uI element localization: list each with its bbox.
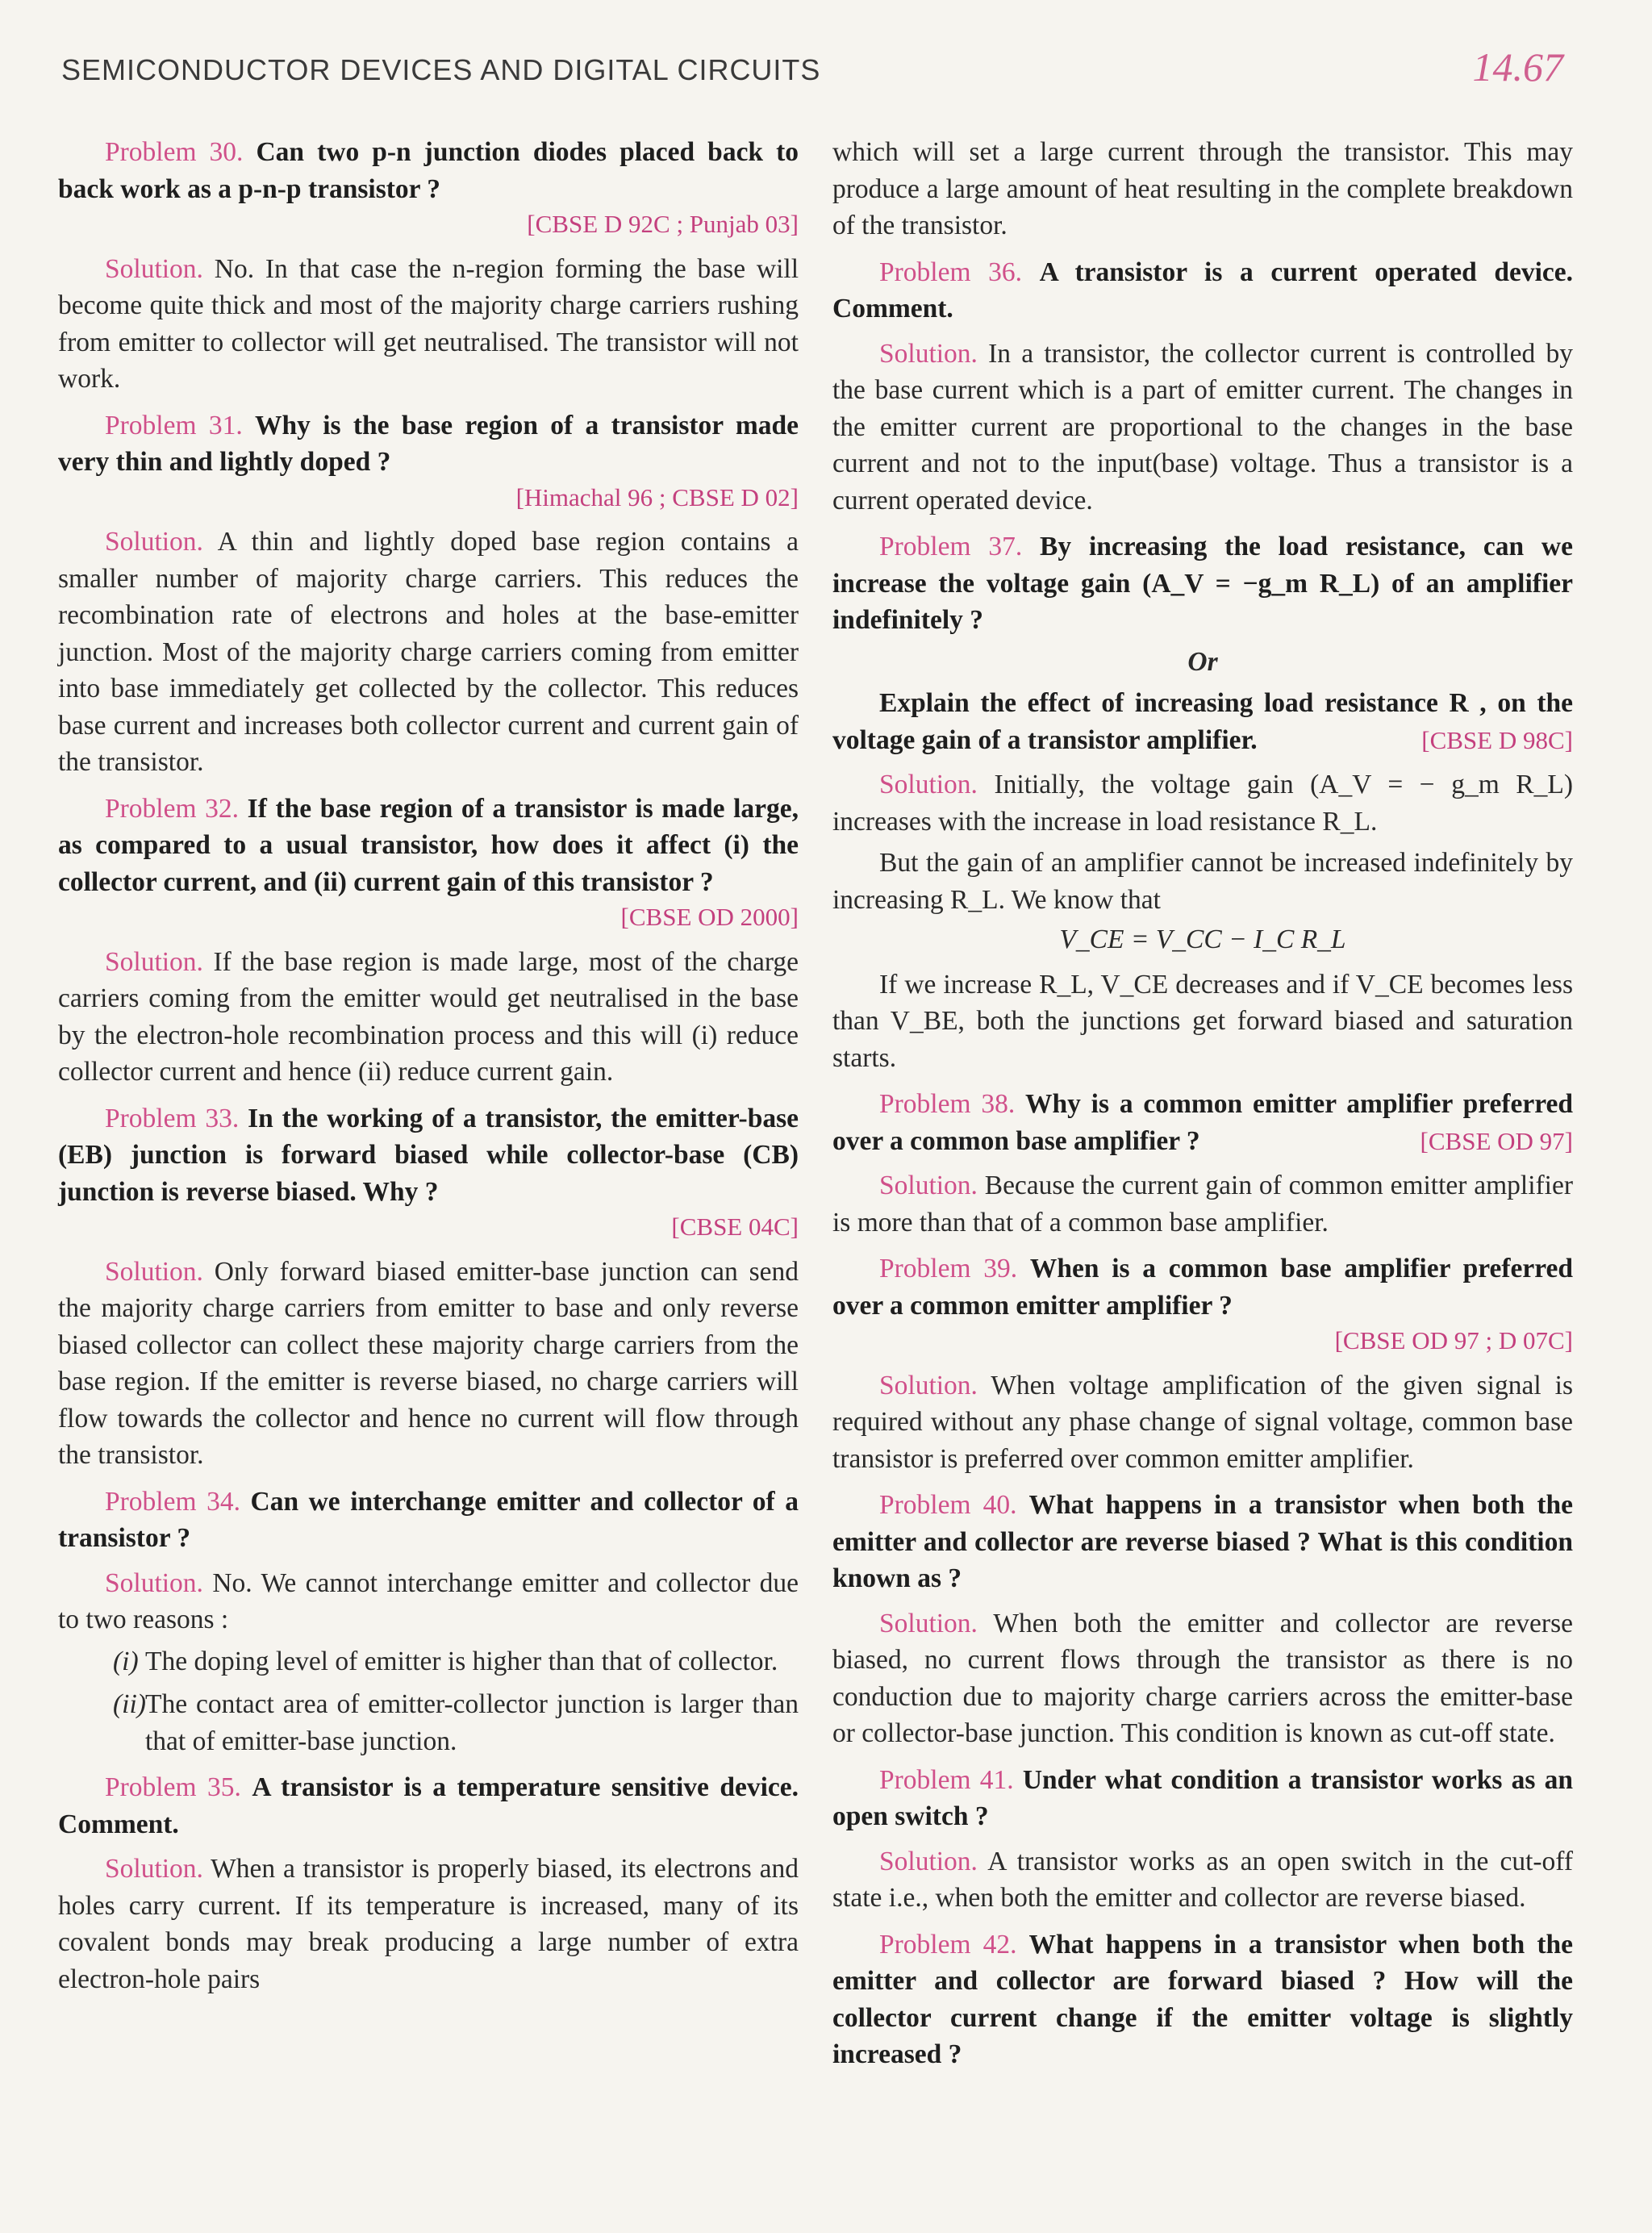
- exam-reference: [Himachal 96 ; CBSE D 02]: [515, 482, 799, 511]
- problem-label: Problem 42.: [879, 1929, 1017, 1960]
- solution-paragraph: But the gain of an amplifier cannot be increased indefinitely by increasing R_L. We know that: [832, 848, 1573, 915]
- solution-paragraph: If we increase R_L, V_CE decreases and if V_CE becomes less than V_BE, both the junctions get forward biased and saturation starts.: [832, 969, 1573, 1073]
- problem-question: A transistor is a current operated device. Comment.: [832, 257, 1573, 323]
- problem-label: Problem 33.: [105, 1103, 240, 1133]
- solution-text: A thin and lightly doped base region contains a smaller number of majority charge carriers. This reduces the recombination rate of electrons and holes at the base-emitter junction. Most of the majority charge carriers coming from emitter into base immediately get collected by the collector. This reduces base current and increases both collector current and current gain of the transistor.: [58, 527, 799, 777]
- problem-label: Problem 37.: [879, 532, 1023, 561]
- solution-text: which will set a large current through the transistor. This may produce a large amount of heat resulting in the complete breakdown of the transistor.: [832, 137, 1573, 240]
- solution-text: No. In that case the n-region forming the base will become quite thick and most of the majority charge carriers rushing from emitter to collector will get neutralised. The transistor will not work.: [58, 253, 799, 394]
- problem-33: [58, 1100, 799, 1246]
- or-separator: Or: [1187, 646, 1218, 677]
- left-column: [58, 134, 799, 2007]
- solution-30: [58, 251, 799, 398]
- problem-39: [832, 1250, 1573, 1359]
- problem-label: Problem 35.: [105, 1772, 241, 1802]
- problem-question: A transistor is a temperature sensitive device. Comment.: [58, 1772, 799, 1839]
- solution-label: Solution.: [105, 1256, 203, 1287]
- solution-text: When both the emitter and collector are reverse biased, no current flows through the transistor as there is no conduction due to majority charge carriers across the emitter-base or collector-base junction. This condition is known as cut-off state.: [832, 1608, 1573, 1748]
- solution-40: [832, 1605, 1573, 1752]
- solution-text: Initially, the voltage gain (A_V = − g_m R_L) increases with the increase in load resistance R_L.: [832, 770, 1573, 837]
- list-item: [113, 1686, 799, 1759]
- exam-reference: [CBSE D 98C]: [1421, 725, 1573, 754]
- exam-reference: [CBSE OD 2000]: [620, 903, 799, 931]
- problem-41: [832, 1762, 1573, 1835]
- problem-question: When is a common base amplifier preferred over a common emitter amplifier ?: [832, 1254, 1573, 1321]
- solution-label: Solution.: [105, 527, 203, 557]
- problem-question: What happens in a transistor when both the emitter and collector are forward biased ? How will the collector current change if the emitter voltage is slightly increased ?: [832, 1929, 1574, 2069]
- problem-question: Why is the base region of a transistor made very thin and lightly doped ?: [58, 410, 799, 477]
- problem-40: [832, 1487, 1573, 1597]
- problem-question: Can we interchange emitter and collector of a transistor ?: [58, 1486, 799, 1553]
- solution-label: Solution.: [105, 1567, 203, 1598]
- problem-label: Problem 32.: [105, 793, 240, 824]
- solution-text: When voltage amplification of the given signal is required without any phase change of signal voltage, common base transistor is preferred over common emitter amplifier.: [832, 1370, 1573, 1474]
- problem-36: [832, 254, 1573, 328]
- problem-label: Problem 30.: [105, 137, 244, 167]
- running-head: SEMICONDUCTOR DEVICES AND DIGITAL CIRCUITS: [61, 53, 821, 86]
- solution-text: Only forward biased emitter-base junction can send the majority charge carriers from emitter to base and only reverse biased collector can collect these majority charge carriers from the base region. If the emitter is reverse biased, no charge carriers will flow towards the collector and hence no current will flow through the transistor.: [58, 1256, 799, 1470]
- problem-label: Problem 39.: [879, 1254, 1018, 1283]
- solution-33: [58, 1254, 799, 1474]
- solution-text: No. We cannot interchange emitter and collector due to two reasons :: [58, 1567, 799, 1634]
- problem-32: [58, 791, 799, 936]
- solution-label: Solution.: [105, 946, 203, 977]
- solution-37: [832, 766, 1573, 1076]
- problem-label: Problem 36.: [879, 257, 1022, 287]
- problem-30: [58, 134, 799, 243]
- solution-31: [58, 524, 799, 781]
- right-column: [832, 134, 1573, 2081]
- solution-36: [832, 336, 1573, 520]
- solution-41: [832, 1843, 1573, 1917]
- problem-37: [832, 528, 1573, 758]
- solution-39: [832, 1367, 1573, 1478]
- problem-label: Problem 31.: [105, 410, 243, 440]
- solution-label: Solution.: [879, 770, 978, 799]
- solution-34: [58, 1565, 799, 1760]
- problem-label: Problem 40.: [879, 1490, 1017, 1520]
- solution-text: A transistor works as an open switch in the cut-off state i.e., when both the emitter and collector are reverse biased.: [832, 1846, 1573, 1913]
- problem-question: In the working of a transistor, the emitter-base (EB) junction is forward biased while collector-base (CB) junction is reverse biased. Why ?: [58, 1103, 799, 1207]
- solution-label: Solution.: [879, 1370, 978, 1400]
- exam-reference: [CBSE OD 97 ; D 07C]: [1334, 1326, 1573, 1354]
- equation: V_CE = V_CC − I_C R_L: [1059, 925, 1346, 954]
- solution-label: Solution.: [105, 1854, 203, 1884]
- problem-42: [832, 1926, 1573, 2073]
- list-item-text: The contact area of emitter-collector junction is larger than that of emitter-base junction.: [145, 1689, 799, 1756]
- problem-label: Problem 41.: [879, 1764, 1014, 1795]
- solution-35-continued: [832, 134, 1573, 244]
- list-item: [113, 1643, 799, 1680]
- problem-question: If the base region of a transistor is made large, as compared to a usual transistor, how does it affect (i) the collector current, and (ii) current gain of this transistor ?: [58, 793, 799, 897]
- exam-reference: [CBSE 04C]: [671, 1212, 799, 1241]
- problem-question: Why is a common emitter amplifier preferred over a common base amplifier ?: [832, 1089, 1574, 1156]
- page-number: 14.67: [1472, 44, 1563, 90]
- solution-38: [832, 1167, 1573, 1241]
- reason-list: [58, 1643, 799, 1760]
- problem-34: [58, 1484, 799, 1557]
- solution-label: Solution.: [105, 253, 203, 284]
- solution-label: Solution.: [879, 338, 978, 369]
- list-item-number: (ii): [113, 1689, 146, 1719]
- solution-label: Solution.: [879, 1171, 978, 1200]
- problem-question: What happens in a transistor when both the emitter and collector are reverse biased ? What is this condition known as ?: [832, 1490, 1574, 1593]
- exam-reference: [CBSE OD 97]: [1420, 1126, 1573, 1155]
- exam-reference: [CBSE D 92C ; Punjab 03]: [527, 210, 799, 238]
- list-item-text: The doping level of emitter is higher than that of collector.: [145, 1646, 778, 1676]
- solution-32: [58, 944, 799, 1091]
- problem-31: [58, 407, 799, 516]
- problem-question: Can two p-n junction diodes placed back to back work as a p-n-p transistor ?: [58, 137, 799, 204]
- solution-text: In a transistor, the collector current is controlled by the base current which is a part of emitter current. The changes in the emitter current are proportional to the changes in the base current and not to the input(base) voltage. Thus a transistor is a current operated device.: [832, 338, 1573, 515]
- problem-label: Problem 38.: [879, 1089, 1016, 1119]
- list-item-number: (i): [113, 1646, 139, 1676]
- problem-35: [58, 1769, 799, 1843]
- solution-text: When a transistor is properly biased, its electrons and holes carry current. If its temperature is increased, many of its covalent bonds may break producing a large number of extra electron-hole pairs: [58, 1854, 799, 1994]
- solution-35: [58, 1851, 799, 1997]
- solution-text: Because the current gain of common emitter amplifier is more than that of a common base amplifier.: [832, 1171, 1574, 1238]
- solution-text: If the base region is made large, most of the charge carriers coming from the emitter would get neutralised in the base by the electron-hole recombination process and this will (i) reduce collector current and hence (ii) reduce current gain.: [58, 946, 799, 1087]
- page-header: [0, 0, 1652, 121]
- problem-label: Problem 34.: [105, 1486, 240, 1517]
- solution-label: Solution.: [879, 1608, 978, 1638]
- problem-question-alt: Explain the effect of increasing load resistance R , on the voltage gain of a transistor amplifier.: [832, 688, 1573, 755]
- problem-38: [832, 1086, 1573, 1159]
- solution-label: Solution.: [879, 1846, 978, 1876]
- problem-question: By increasing the load resistance, can we increase the voltage gain (A_V = −g_m R_L) of an amplifier indefinitely ?: [832, 532, 1573, 635]
- problem-question: Under what condition a transistor works as an open switch ?: [832, 1764, 1573, 1831]
